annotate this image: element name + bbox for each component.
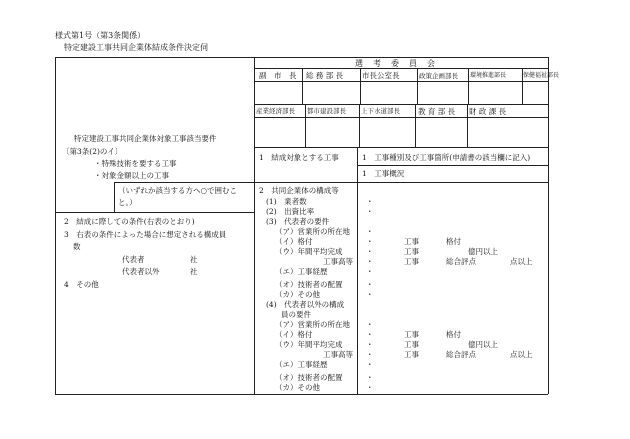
condition-4: 4 その他 — [64, 280, 99, 289]
rep-rank-label: 格付 — [446, 237, 461, 246]
non-representative-label: 代表者以外 — [122, 267, 160, 276]
item-member-req: (4) 代表者以外の構成 — [266, 300, 345, 309]
committee-cell: 都市建設部長 — [307, 107, 346, 115]
member-rank-work: 工事 — [404, 330, 419, 339]
member-avg-completion: （ウ）年間平均完成 — [275, 340, 343, 349]
requirement-item: ・対象金額以上の工事 — [94, 171, 169, 180]
value-bullet: ・ — [366, 257, 374, 266]
value-bullet: ・ — [366, 267, 374, 276]
member-rank: （イ）格付 — [275, 330, 313, 339]
representative-label: 代表者 — [122, 255, 145, 264]
value-bullet: ・ — [366, 227, 374, 236]
requirement-reference: 〔第3条(2)のイ〕 — [62, 147, 123, 156]
representative-unit: 社 — [190, 255, 198, 264]
committee-cell: 副 市 長 — [259, 71, 297, 80]
document-title: 特定建設工事共同企業体結成条件決定伺 — [64, 43, 208, 52]
committee-title: 選 考 委 員 会 — [355, 59, 436, 68]
member-engineer: （オ）技術者の配置 — [275, 373, 343, 382]
rep-score-unit: 点以上 — [510, 257, 533, 266]
item-representative-req: (3) 代表者の要件 — [266, 217, 330, 226]
value-bullet: ・ — [366, 383, 374, 392]
value-bullet: ・ — [366, 290, 374, 299]
value-bullet: ・ — [366, 207, 374, 216]
value-bullet: ・ — [366, 340, 374, 349]
rep-score-work: 工事 — [404, 257, 419, 266]
committee-cell: 政策企画部長 — [419, 72, 458, 80]
section-2-label: 2 共同企業体の構成等 — [259, 186, 339, 195]
committee-cell: 保健福祉部長 — [523, 72, 560, 79]
committee-cell: 教 育 部 長 — [418, 107, 456, 116]
non-representative-unit: 社 — [190, 267, 198, 276]
value-bullet: ・ — [366, 360, 374, 369]
value-bullet: ・ — [366, 247, 374, 256]
value-bullet: ・ — [366, 350, 374, 359]
member-office: （ア）営業所の所在地 — [275, 320, 350, 329]
rep-engineer: （オ）技術者の配置 — [275, 280, 343, 289]
value-bullet: ・ — [366, 237, 374, 246]
committee-cell: 産業経済部長 — [256, 107, 295, 115]
rep-experience: （エ）工事経歴 — [275, 267, 328, 276]
rep-rank: （イ）格付 — [275, 237, 313, 246]
member-avg-completion-cont: 工事高等 — [323, 350, 353, 359]
condition-3-cont: 数 — [73, 242, 81, 251]
condition-3: 3 右表の条件によった場合に想定される構成員 — [64, 230, 227, 239]
member-other: （カ）その他 — [275, 383, 320, 392]
requirement-title: 特定建設工事共同企業体対象工事該当要件 — [74, 134, 217, 143]
value-bullet: ・ — [366, 320, 374, 329]
circle-note-cont: と。） — [118, 198, 137, 207]
rep-avg-work: 工事 — [404, 247, 419, 256]
committee-cell: 市長公室長 — [362, 71, 400, 80]
condition-2: 2 結成に際しての条件(右表のとおり) — [64, 217, 195, 226]
item-member-req-cont: 員の要件 — [281, 310, 311, 319]
rep-score-label: 総合評点 — [446, 257, 476, 266]
member-score-work: 工事 — [404, 350, 419, 359]
requirement-item: ・特殊技術を要する工事 — [94, 159, 177, 168]
section-1-overview: 1 工事概況 — [362, 169, 405, 178]
item-company-count: (1) 業者数 — [266, 197, 307, 206]
member-avg-unit: 億円以上 — [468, 340, 498, 349]
rep-rank-work: 工事 — [404, 237, 419, 246]
committee-cell: 上下水道部長 — [361, 107, 400, 115]
member-rank-label: 格付 — [446, 330, 461, 339]
member-avg-work: 工事 — [404, 340, 419, 349]
rep-avg-completion-cont: 工事高等 — [323, 257, 353, 266]
committee-cell: 環境推進部長 — [470, 72, 507, 79]
rep-avg-completion: （ウ）年間平均完成 — [275, 247, 343, 256]
rep-office: （ア）営業所の所在地 — [275, 227, 350, 236]
circle-note: （いずれか該当する方へ○で囲むこ — [118, 186, 238, 195]
value-bullet: ・ — [366, 373, 374, 382]
value-bullet: ・ — [366, 280, 374, 289]
member-score-unit: 点以上 — [510, 350, 533, 359]
rep-avg-unit: 億円以上 — [468, 247, 498, 256]
member-experience: （エ）工事経歴 — [275, 360, 328, 369]
committee-cell: 総 務 部 長 — [306, 71, 344, 80]
committee-cell: 財 政 課 長 — [469, 107, 507, 116]
section-1-work-type: 1 工事種別及び工事箇所(申請書の該当欄に記入) — [362, 153, 531, 162]
form-number: 様式第1号（第3条関係） — [55, 31, 146, 40]
item-investment-ratio: (2) 出資比率 — [266, 207, 315, 216]
value-bullet: ・ — [366, 197, 374, 206]
value-bullet: ・ — [366, 330, 374, 339]
section-1-label: 1 結成対象とする工事 — [259, 153, 339, 162]
member-score-label: 総合評点 — [446, 350, 476, 359]
rep-other: （カ）その他 — [275, 290, 320, 299]
